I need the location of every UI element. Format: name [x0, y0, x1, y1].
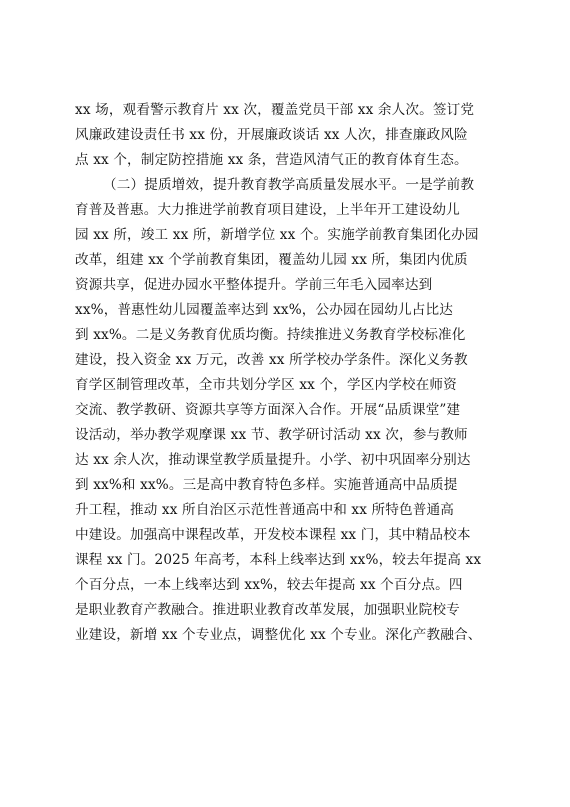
text-line: 建设，投入资金 xx 万元，改善 xx 所学校办学条件。深化义务教 [75, 352, 468, 368]
text-line: 到 xx%和 xx%。三是高中教育特色多样。实施普通高中品质提 [75, 477, 458, 493]
text-line: 达 xx 余人次，推动课堂教学质量提升。小学、初中巩固率分别达 [75, 452, 471, 468]
text-line: 设活动，举办教学观摩课 xx 节、教学研讨活动 xx 次，参与教师 [75, 427, 468, 443]
text-line: 中建设。加强高中课程改革，开发校本课程 xx 门，其中精品校本 [75, 527, 471, 543]
text-line: 园 xx 所，竣工 xx 所，新增学位 xx 个。实施学前教育集团化办园 [75, 227, 479, 243]
text-line: xx%，普惠性幼儿园覆盖率达到 xx%，公办园在园幼儿占比达 [75, 302, 453, 318]
text-line: 育学区制管理改革，全市共划分学区 xx 个，学区内学校在师资 [75, 377, 457, 393]
text-line: 点 xx 个，制定防控措施 xx 条，营造风清气正的教育体育生态。 [75, 152, 468, 168]
text-line: 业建设，新增 xx 个专业点，调整优化 xx 个专业。深化产教融合、 [75, 627, 482, 643]
paragraph-start-line: （二）提质增效，提升教育教学高质量发展水平。一是学前教 [103, 177, 475, 193]
text-line: 课程 xx 门。2025 年高考，本科上线率达到 xx%，较去年提高 xx [75, 552, 482, 568]
text-line: 风廉政建设责任书 xx 份，开展廉政谈话 xx 人次，排查廉政风险 [75, 127, 468, 143]
text-line: xx 场，观看警示教育片 xx 次，覆盖党员干部 xx 余人次。签订党 [75, 102, 475, 118]
text-line: 升工程，推动 xx 所自治区示范性普通高中和 xx 所特色普通高 [75, 502, 454, 518]
text-line: 资源共享，促进办园水平整体提升。学前三年毛入园率达到 [75, 277, 433, 293]
text-line: 个百分点，一本上线率达到 xx%，较去年提高 xx 个百分点。四 [75, 577, 463, 593]
body-text [75, 98, 500, 648]
text-line: 交流、教学教研、资源共享等方面深入合作。开展“品质课堂”建 [75, 402, 461, 418]
text-line: 育普及普惠。大力推进学前教育项目建设，上半年开工建设幼儿 [75, 202, 460, 218]
text-line: 是职业教育产教融合。推进职业教育改革发展，加强职业院校专 [75, 602, 460, 618]
text-line: 到 xx%。二是义务教育优质均衡。持续推进义务教育学校标准化 [75, 327, 466, 343]
text-line: 改革，组建 xx 个学前教育集团，覆盖幼儿园 xx 所，集团内优质 [75, 252, 468, 268]
